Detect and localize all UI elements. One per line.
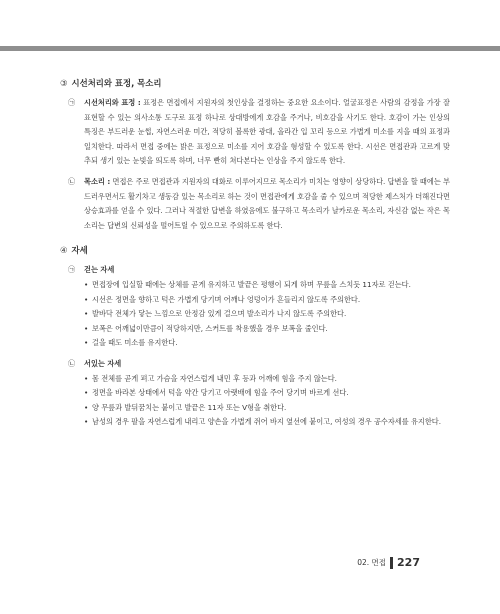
section-3-item-1 [60, 96, 450, 169]
page-number: 227 [397, 556, 420, 569]
list-item: • 양 무릎과 발뒤꿈치는 붙이고 발끝은 11자 또는 V형을 취한다. [60, 401, 450, 416]
subsection-walking-heading [60, 263, 450, 278]
standing-bullet-list [60, 372, 450, 430]
content-area [60, 76, 450, 430]
item-lead: 시선처리와 표정 : [84, 98, 141, 107]
walking-bullet-list [60, 278, 450, 351]
list-item: • 몸 전체를 곧게 펴고 가슴을 자연스럽게 내민 후 등과 어깨에 힘을 주지 않는다. [60, 372, 450, 387]
subsection-title: 걷는 자세 [84, 265, 115, 275]
chapter-label: 02. 면접 [357, 558, 387, 567]
subsection-standing-heading [60, 357, 450, 372]
list-item: • 시선은 정면을 향하고 턱은 가볍게 당기며 어깨나 엉덩이가 흔들리지 않도록 주의한다. [60, 293, 450, 308]
subsection-marker: ㉠ [68, 265, 76, 275]
list-item: • 걸을 때도 미소를 유지한다. [60, 336, 450, 351]
list-item: • 보폭은 어깨넓이만큼이 적당하지만, 스커트를 착용했을 경우 보폭을 줄인다. [60, 322, 450, 337]
page-footer [357, 556, 420, 569]
header-band [0, 0, 500, 46]
list-item: • 남성의 경우 팔을 자연스럽게 내리고 양손을 가볍게 쥐어 바지 옆선에 붙이고, 여성의 경우 공수자세를 유지한다. [60, 415, 450, 430]
header-rule [0, 46, 500, 51]
footer-divider-bar [390, 557, 393, 569]
item-marker: ㉡ [68, 176, 76, 186]
subsection-marker: ㉡ [68, 358, 76, 368]
section-4-title: 자세 [71, 245, 88, 256]
item-lead: 목소리 : [84, 176, 111, 186]
item-marker: ㉠ [68, 98, 76, 107]
section-4-heading [60, 243, 450, 257]
section-3-heading [60, 76, 450, 90]
section-gap [60, 233, 450, 243]
section-3-title: 시선처리와 표정, 목소리 [71, 78, 162, 88]
section-4-number: ④ [60, 245, 68, 256]
list-item: • 면접장에 입실할 때에는 상체를 곧게 유지하고 발끝은 평행이 되게 하며 무릎을 스치듯 11자로 걷는다. [60, 278, 450, 293]
item-text: 표정은 면접에서 지원자의 첫인상을 결정하는 중요한 요소이다. 얼굴표정은 사람의 감정을 가장 잘 표현할 수 있는 의사소통 도구로 표정 하나로 상대방에게 호감을 주거나, 비호감을 사기도 한다. 호감이 가는 인상의 특징은 부드러운 눈썹, 자연스러운 미간, 적당히 볼록한 광대, 올라간 입 꼬리 등으로 가볍게 미소를 지을 때의 표정과 일치한다. 따라서 면접 중에는 밝은 표정으로 미소를 지어 호감을 형성할 수 있도록 한다. 시선은 면접관과 고르게 맞추되 생기 있는 눈빛을 띄도록 하며, 너무 빤히 쳐다본다는 인상을 주지 않도록 한다. [84, 98, 450, 166]
section-3-item-2 [60, 175, 450, 233]
list-item: • 발바닥 전체가 닿는 느낌으로 안정감 있게 걸으며 발소리가 나지 않도록 주의한다. [60, 307, 450, 322]
subsection-title: 서있는 자세 [84, 358, 122, 368]
item-text: 면접은 주로 면접관과 지원자의 대화로 이루어지므로 목소리가 미치는 영향이 상당하다. 답변을 할 때에는 부드러우면서도 활기차고 생동감 있는 목소리로 하는 것이 면접관에게 호감을 줄 수 있으며 적당한 제스처가 더해진다면 상승효과를 얻을 수 있다. 그러나 적절한 답변을 하였음에도 불구하고 목소리가 날카로운 목소리, 자신감 없는 작은 목소리는 답변의 신뢰성을 떨어트릴 수 있으므로 주의하도록 한다. [84, 176, 450, 230]
section-3-number: ③ [60, 78, 68, 88]
list-item: • 정면을 바라본 상태에서 턱을 약간 당기고 아랫배에 힘을 주어 당기며 바르게 선다. [60, 386, 450, 401]
